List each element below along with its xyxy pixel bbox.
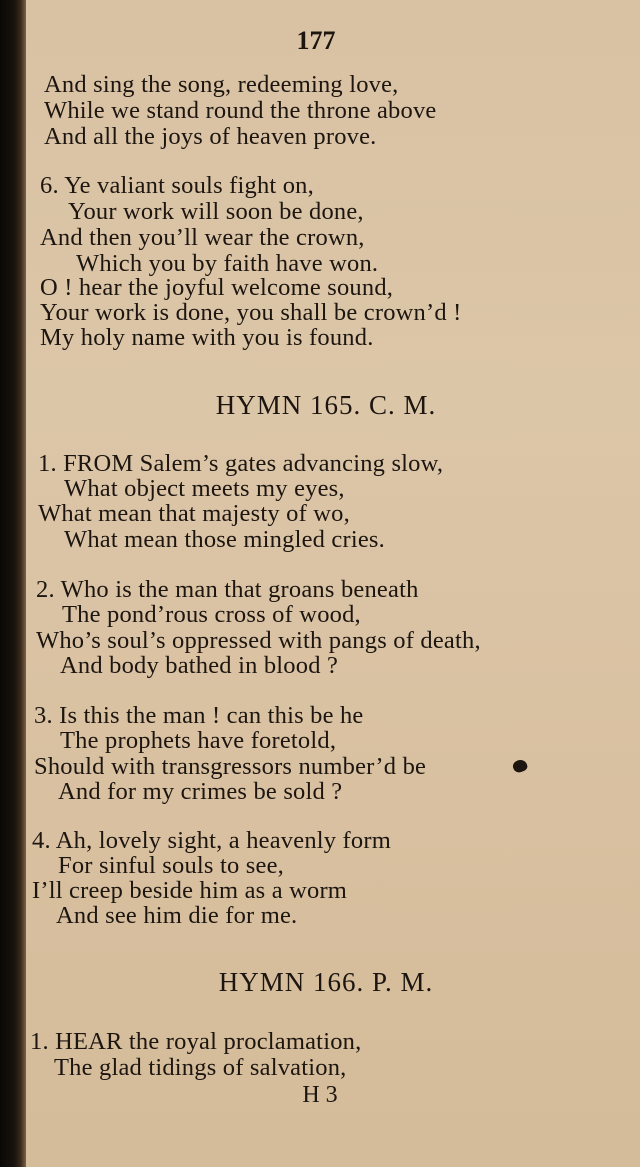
verse-line: 1. HEAR the royal proclamation, — [30, 1028, 362, 1055]
verse-line: Your work will soon be done, — [68, 198, 364, 225]
verse-line: And see him die for me. — [56, 902, 298, 929]
verse-line: And then you’ll wear the crown, — [40, 224, 365, 251]
verse-line: For sinful souls to see, — [58, 852, 284, 879]
verse-line: The pond’rous cross of wood, — [62, 601, 361, 628]
verse-line: I’ll creep beside him as a worm — [32, 877, 348, 904]
verse-line: 6. Ye valiant souls fight on, — [40, 172, 314, 199]
page-number: 177 — [296, 26, 336, 55]
verse-line: And for my crimes be sold ? — [58, 778, 343, 805]
signature-mark: H 3 — [302, 1082, 338, 1108]
verse-line: 1. FROM Salem’s gates advancing slow, — [38, 450, 444, 477]
verse-line: Your work is done, you shall be crown’d ! — [40, 299, 462, 326]
verse-line: Should with transgressors number’d be — [34, 753, 427, 780]
hymn-title: HYMN 166. P. M. — [218, 967, 434, 997]
verse-line: What object meets my eyes, — [64, 475, 345, 502]
ink-blot — [511, 758, 528, 774]
verse-line: What mean that majesty of wo, — [38, 500, 350, 527]
verse-line: 3. Is this the man ! can this be he — [34, 702, 364, 729]
verse-line: And body bathed in blood ? — [60, 652, 339, 679]
verse-line: Which you by faith have won. — [76, 250, 379, 277]
verse-line: While we stand round the throne above — [44, 97, 437, 124]
verse-line: Who’s soul’s oppressed with pangs of death, — [36, 627, 481, 654]
verse-line: 4. Ah, lovely sight, a heavenly form — [32, 827, 391, 854]
verse-line: The glad tidings of salvation, — [54, 1054, 347, 1081]
verse-line: My holy name with you is found. — [40, 324, 374, 351]
verse-line: What mean those mingled cries. — [64, 526, 385, 553]
verse-line: The prophets have foretold, — [60, 727, 337, 754]
verse-line: 2. Who is the man that groans beneath — [36, 576, 419, 603]
verse-line: And all the joys of heaven prove. — [44, 123, 377, 150]
hymnal-page — [26, 0, 640, 1167]
verse-line: And sing the song, redeeming love, — [44, 71, 399, 98]
hymn-title: HYMN 165. C. M. — [215, 390, 437, 420]
verse-line: O ! hear the joyful welcome sound, — [40, 274, 394, 301]
book-spine-shadow — [0, 0, 26, 1167]
